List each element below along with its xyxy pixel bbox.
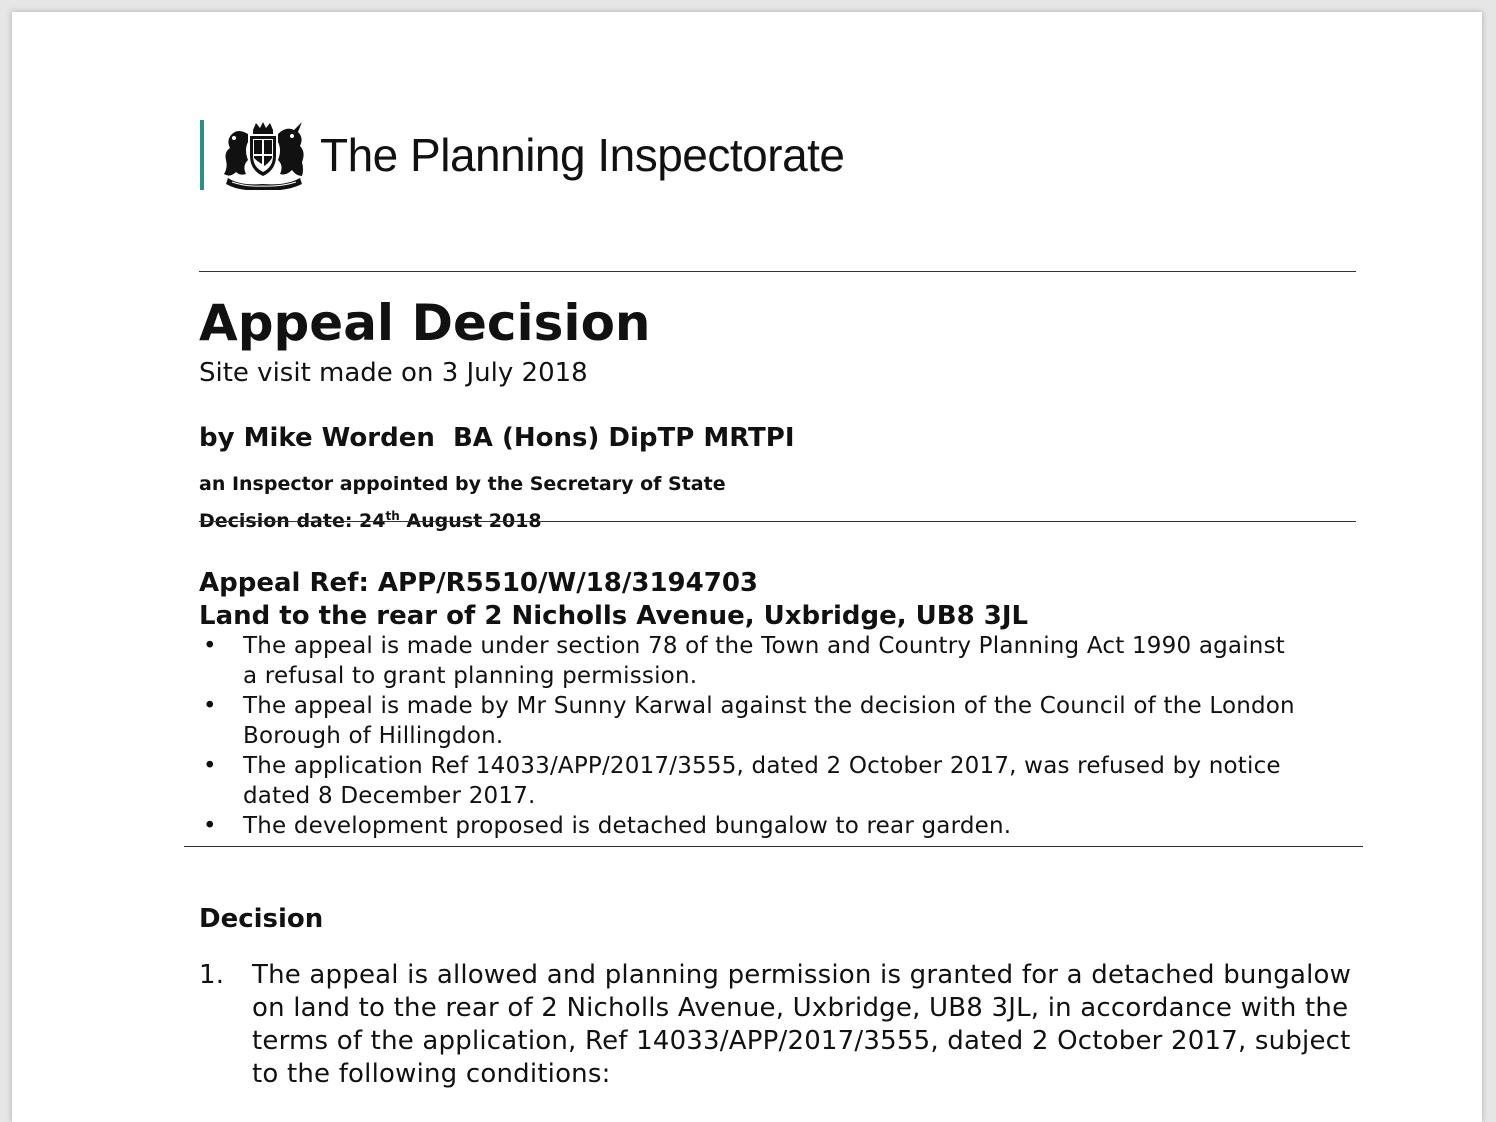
- decision-date-rest: August 2018: [399, 510, 542, 532]
- appeal-site-address: Land to the rear of 2 Nicholls Avenue, Uxbridge, UB8 3JL: [199, 601, 1029, 631]
- paragraph-number: 1.: [199, 960, 225, 990]
- decision-paragraph: [199, 959, 1359, 1091]
- header-divider: [199, 271, 1356, 272]
- list-item: [199, 811, 1299, 841]
- bullet-icon: •: [203, 633, 217, 659]
- inspector-name: by Mike Worden BA (Hons) DipTP MRTPI: [199, 423, 795, 453]
- paragraph-text: The appeal is allowed and planning permission is granted for a detached bungalow on land to the rear of 2 Nicholls Avenue, Uxbridge, UB8 3JL, in accordance with the terms of the application, Ref 14033/APP/2017/3555, dated 2 October 2017, subject to the following conditions:: [252, 960, 1352, 1089]
- list-item: [199, 691, 1299, 751]
- logo-accent-bar: [200, 120, 204, 190]
- decision-date-ordinal: th: [385, 509, 400, 523]
- organisation-logo: [200, 120, 845, 190]
- royal-coat-of-arms-icon: [220, 120, 306, 190]
- decision-date-divider: [199, 521, 1356, 522]
- list-item-text: The application Ref 14033/APP/2017/3555, dated 2 October 2017, was refused by notice dated 8 December 2017.: [243, 753, 1281, 809]
- bullet-icon: •: [203, 693, 217, 719]
- list-item-text: The appeal is made under section 78 of the Town and Country Planning Act 1990 against a refusal to grant planning permission.: [243, 633, 1285, 689]
- list-item: [199, 751, 1299, 811]
- decision-date-prefix: Decision date: 24: [199, 510, 386, 532]
- organisation-name: The Planning Inspectorate: [320, 129, 845, 181]
- decision-heading: Decision: [199, 904, 324, 934]
- document-page: [12, 12, 1482, 1122]
- document-title: Appeal Decision: [199, 294, 651, 352]
- appeal-reference: Appeal Ref: APP/R5510/W/18/3194703: [199, 568, 758, 598]
- list-item: [199, 631, 1299, 691]
- appeal-details-divider: [184, 846, 1363, 847]
- list-item-text: The appeal is made by Mr Sunny Karwal against the decision of the Council of the London Borough of Hillingdon.: [243, 693, 1295, 749]
- bullet-icon: •: [203, 753, 217, 779]
- site-visit-date: Site visit made on 3 July 2018: [199, 358, 588, 388]
- list-item-text: The development proposed is detached bungalow to rear garden.: [243, 813, 1012, 839]
- appeal-reference-block: [199, 567, 1028, 633]
- appeal-details-list: [199, 631, 1299, 841]
- inspector-appointment: an Inspector appointed by the Secretary of State: [199, 473, 726, 495]
- bullet-icon: •: [203, 813, 217, 839]
